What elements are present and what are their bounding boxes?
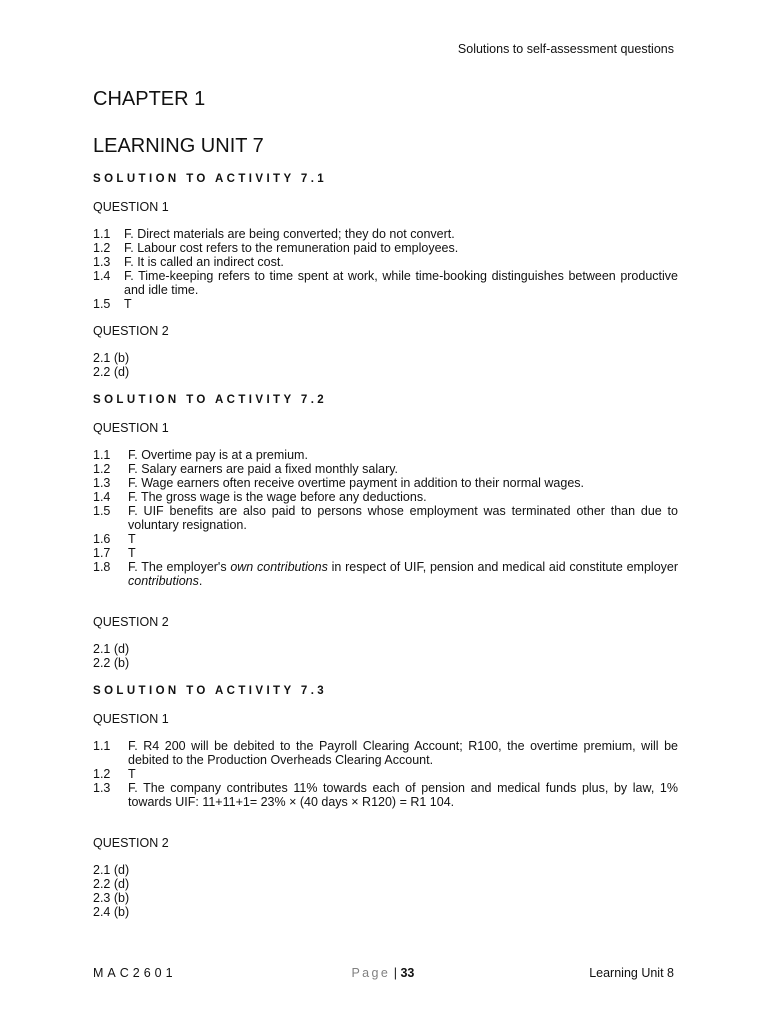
item-number: 1.1	[93, 739, 111, 753]
emphasis-text: own contributions	[230, 560, 328, 574]
list-item	[93, 476, 678, 490]
question-2-label: QUESTION 2	[93, 615, 169, 629]
multiple-choice-answers	[93, 642, 678, 670]
item-number: 1.1	[93, 227, 111, 241]
list-item	[93, 504, 678, 532]
item-text: F. The gross wage is the wage before any deductions.	[128, 490, 427, 504]
list-item	[93, 767, 678, 781]
page-footer	[93, 966, 674, 980]
item-text: F. R4 200 will be debited to the Payroll Clearing Account; R100, the overtime premium, will be debited to the Production Overheads Clearing Account.	[128, 739, 678, 767]
item-number: 1.2	[93, 462, 111, 476]
item-number: 1.4	[93, 490, 111, 504]
answer-item: 2.3 (b)	[93, 891, 130, 905]
true-false-list	[93, 227, 678, 311]
list-item	[93, 269, 678, 297]
list-item	[93, 241, 678, 255]
list-item	[93, 462, 678, 476]
item-text: T	[128, 546, 136, 560]
list-item	[93, 560, 678, 588]
activity-7-3-section	[93, 683, 678, 919]
answer-item: 2.2 (b)	[93, 656, 130, 670]
list-item	[93, 255, 678, 269]
running-header: Solutions to self-assessment questions	[457, 42, 674, 56]
list-item	[93, 448, 678, 462]
list-item	[93, 490, 678, 504]
item-text: F. UIF benefits are also paid to persons whose employment was terminated other than due to voluntary resignation.	[128, 504, 678, 532]
item-text	[128, 560, 678, 588]
item-text: T	[124, 297, 132, 311]
item-text: F. Wage earners often receive overtime payment in addition to their normal wages.	[128, 476, 585, 490]
list-item	[93, 532, 678, 546]
multiple-choice-answers	[93, 351, 678, 379]
true-false-list	[93, 448, 678, 588]
list-item	[93, 297, 678, 311]
multiple-choice-answers	[93, 863, 678, 919]
item-number: 1.5	[93, 504, 111, 518]
item-text-part: in respect of UIF, pension and medical aid constitute employer	[327, 560, 679, 574]
footer-unit-label: Learning Unit 8	[589, 966, 674, 980]
item-text: F. Labour cost refers to the remuneration paid to employees.	[124, 241, 459, 255]
list-item	[93, 546, 678, 560]
page-number: 33	[400, 966, 415, 980]
answer-item: 2.1 (b)	[93, 351, 130, 365]
question-1-label: QUESTION 1	[93, 712, 169, 726]
item-number: 1.6	[93, 532, 111, 546]
item-text: F. It is called an indirect cost.	[124, 255, 284, 269]
question-1-label: QUESTION 1	[93, 200, 169, 214]
list-item	[93, 227, 678, 241]
learning-unit-heading: LEARNING UNIT 7	[93, 135, 264, 157]
answer-item: 2.1 (d)	[93, 863, 130, 877]
activity-7-2-section	[93, 392, 678, 670]
answer-item: 2.4 (b)	[93, 905, 130, 919]
item-text: F. Overtime pay is at a premium.	[128, 448, 308, 462]
item-text: F. Time-keeping refers to time spent at work, while time-booking distinguishes between productive and idle time.	[124, 269, 678, 297]
list-item	[93, 739, 678, 767]
question-2-label: QUESTION 2	[93, 836, 169, 850]
item-number: 1.3	[93, 476, 111, 490]
spacer	[93, 809, 678, 823]
item-text: F. Salary earners are paid a fixed monthly salary.	[128, 462, 399, 476]
answer-item: 2.2 (d)	[93, 365, 130, 379]
item-number: 1.4	[93, 269, 111, 283]
page-word: Page	[351, 966, 391, 980]
item-number: 1.8	[93, 560, 111, 574]
activity-heading: SOLUTION TO ACTIVITY 7.3	[93, 685, 328, 697]
true-false-list	[93, 739, 678, 809]
page-separator: |	[393, 966, 397, 980]
page-content	[93, 86, 678, 919]
item-text: T	[128, 767, 136, 781]
activity-7-1-section	[93, 171, 678, 379]
question-1-label: QUESTION 1	[93, 421, 169, 435]
item-text-part: .	[198, 574, 203, 588]
question-2-label: QUESTION 2	[93, 324, 169, 338]
spacer	[93, 588, 678, 602]
answer-item: 2.2 (d)	[93, 877, 130, 891]
activity-heading: SOLUTION TO ACTIVITY 7.2	[93, 394, 328, 406]
page-indicator	[351, 966, 414, 980]
item-number: 1.2	[93, 241, 111, 255]
item-number: 1.7	[93, 546, 111, 560]
item-number: 1.3	[93, 255, 111, 269]
chapter-heading: CHAPTER 1	[93, 88, 206, 110]
item-text: T	[128, 532, 136, 546]
item-text-part: F. The employer's	[128, 560, 231, 574]
item-text: F. Direct materials are being converted; they do not convert.	[124, 227, 455, 241]
activity-heading: SOLUTION TO ACTIVITY 7.1	[93, 173, 328, 185]
course-code: MAC2601	[93, 966, 177, 980]
item-text: F. The company contributes 11% towards each of pension and medical funds plus, by law, 1% towards UIF: 11+11+1= 23% × (40 days × R120) = R1 104.	[128, 781, 678, 809]
item-number: 1.1	[93, 448, 111, 462]
list-item	[93, 781, 678, 809]
emphasis-text: contributions	[128, 574, 199, 588]
answer-item: 2.1 (d)	[93, 642, 130, 656]
item-number: 1.3	[93, 781, 111, 795]
item-number: 1.5	[93, 297, 111, 311]
item-number: 1.2	[93, 767, 111, 781]
